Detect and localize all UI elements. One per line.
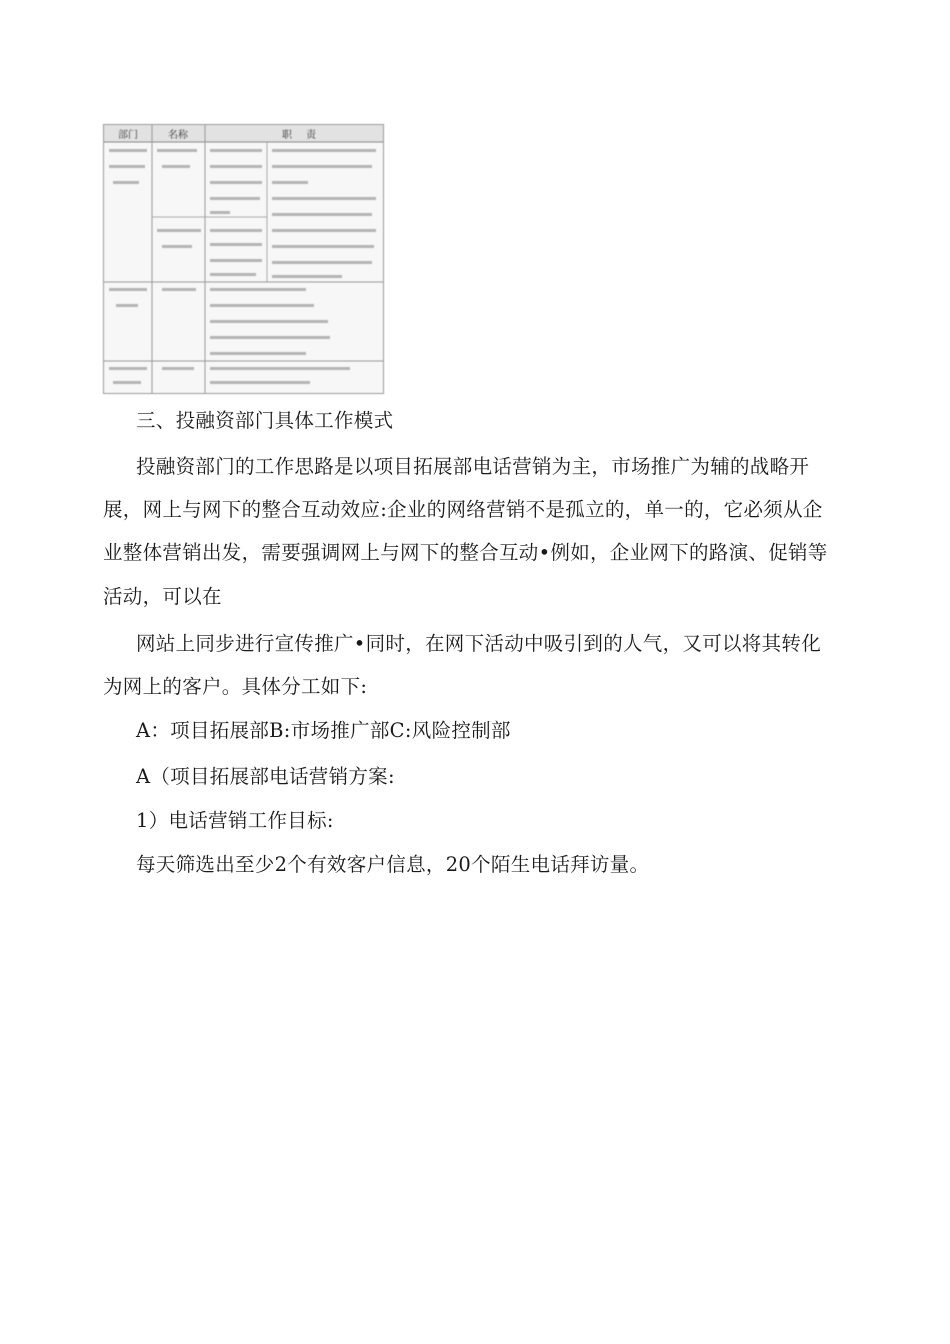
goal-title: 1）电话营销工作目标: bbox=[136, 809, 334, 832]
section-heading: 三、投融资部门具体工作模式 bbox=[136, 409, 394, 432]
division-line: A：项目拓展部B:市场推广部C:风险控制部 bbox=[136, 719, 511, 742]
blurred-cell-text bbox=[109, 149, 376, 384]
goal-text: 每天筛选出至少2个有效客户信息，20个陌生电话拜访量。 bbox=[136, 853, 650, 876]
paragraph1-line1: 投融资部门的工作思路是以项目拓展部电话营销为主，市场推广为辅的战略开 bbox=[136, 455, 810, 478]
table-header-name: 名称 bbox=[168, 130, 188, 141]
paragraph2-line2: 为网上的客户。具体分工如下: bbox=[103, 675, 368, 698]
table-header-duty: 职责 bbox=[282, 130, 330, 141]
plan-title: A（项目拓展部电话营销方案: bbox=[136, 765, 395, 788]
paragraph1-line4: 活动，可以在 bbox=[103, 585, 222, 608]
paragraph1-line2: 展，网上与网下的整合互动效应:企业的网络营销不是孤立的，单一的，它必须从企 bbox=[103, 498, 823, 521]
scanned-table-image bbox=[103, 124, 384, 394]
paragraph2-line1: 网站上同步进行宣传推广•同时，在网下活动中吸引到的人气，又可以将其转化 bbox=[136, 632, 822, 655]
table-header-dept: 部门 bbox=[118, 130, 138, 141]
paragraph1-line3: 业整体营销出发，需要强调网上与网下的整合互动•例如，企业网下的路演、促销等 bbox=[103, 541, 828, 564]
